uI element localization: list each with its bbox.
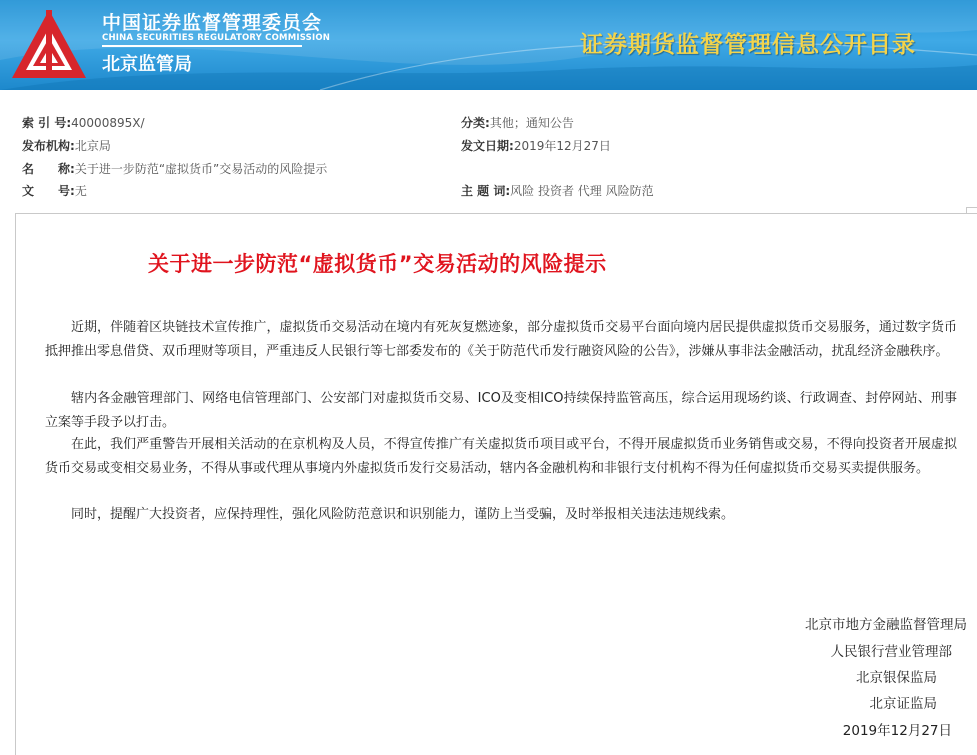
meta-category xyxy=(461,115,574,131)
meta-date-value: 2019年12月27日 xyxy=(513,139,611,153)
signature-line-2: 人民银行营业管理部 xyxy=(830,644,952,660)
meta-name-label: 名 称: xyxy=(22,162,75,176)
meta-date-label: 发文日期: xyxy=(461,139,514,153)
meta-index-number xyxy=(22,115,145,131)
meta-doc-name xyxy=(22,161,327,177)
meta-issue-date xyxy=(461,138,611,154)
signature-line-1: 北京市地方金融监督管理局 xyxy=(805,617,967,633)
document-metadata xyxy=(0,90,977,212)
document-paragraph-3: 在此，我们严重警告开展相关活动的在京机构及人员，不得宣传推广有关虚拟货币项目或平台，不得开展虚拟货币业务销售或交易，不得向投资者开展虚拟货币交易或变相交易业务，不得从事或代理从事境内外虚拟货币发行交易活动，辖内各金融机构和非银行支付机构不得为任何虚拟货币交易买卖提供服务。 xyxy=(45,437,957,476)
header-banner xyxy=(0,0,977,90)
catalog-title: 证券期货监督管理信息公开目录 xyxy=(580,32,916,58)
org-name-en: CHINA SECURITIES REGULATORY COMMISSION xyxy=(102,33,331,43)
meta-category-value: 其他；通知公告 xyxy=(489,116,574,130)
meta-keywords-value: 风险 投资者 代理 风险防范 xyxy=(510,184,654,198)
document-paragraph-2: 辖内各金融管理部门、网络电信管理部门、公安部门对虚拟货币交易、ICO及变相ICO持续保持监管高压，综合运用现场约谈、行政调查、封停网站、刑事立案等手段予以打击。 xyxy=(45,391,957,430)
meta-doc-no-label: 文 号: xyxy=(22,184,75,198)
meta-keywords-label: 主 题 词: xyxy=(461,184,511,198)
document-title: 关于进一步防范“虚拟货币”交易活动的风险提示 xyxy=(148,252,607,276)
meta-category-label: 分类: xyxy=(461,116,490,130)
meta-doc-no-value: 无 xyxy=(74,184,87,198)
branch-name: 北京监管局 xyxy=(102,54,192,75)
document-content-panel xyxy=(15,213,977,755)
meta-doc-number xyxy=(22,183,87,199)
meta-index-label: 索 引 号: xyxy=(22,116,72,130)
meta-publisher xyxy=(22,138,111,154)
meta-index-value: 40000895X/ xyxy=(71,116,145,130)
meta-publisher-label: 发布机构: xyxy=(22,139,75,153)
org-name-cn: 中国证券监督管理委员会 xyxy=(102,12,323,34)
document-paragraph-1: 近期，伴随着区块链技术宣传推广，虚拟货币交易活动在境内有死灰复燃迹象，部分虚拟货币交易平台面向境内居民提供虚拟货币交易服务，通过数字货币抵押推出零息借贷、双币理财等项目，严重违反人民银行等七部委发布的《关于防范代币发行融资风险的公告》，涉嫌从事非法金融活动，扰乱经济金融秩序。 xyxy=(45,320,957,359)
meta-keywords xyxy=(461,183,654,199)
document-paragraph-4: 同时，提醒广大投资者，应保持理性，强化风险防范意识和识别能力，谨防上当受骗，及时举报相关违法违规线索。 xyxy=(71,507,735,522)
csrc-logo-icon xyxy=(10,8,88,82)
meta-name-value: 关于进一步防范“虚拟货币”交易活动的风险提示 xyxy=(74,162,328,176)
signature-date: 2019年12月27日 xyxy=(842,723,952,739)
meta-publisher-value: 北京局 xyxy=(74,139,111,153)
org-divider xyxy=(102,45,302,47)
signature-line-4: 北京证监局 xyxy=(869,696,937,712)
signature-line-3: 北京银保监局 xyxy=(856,670,937,686)
